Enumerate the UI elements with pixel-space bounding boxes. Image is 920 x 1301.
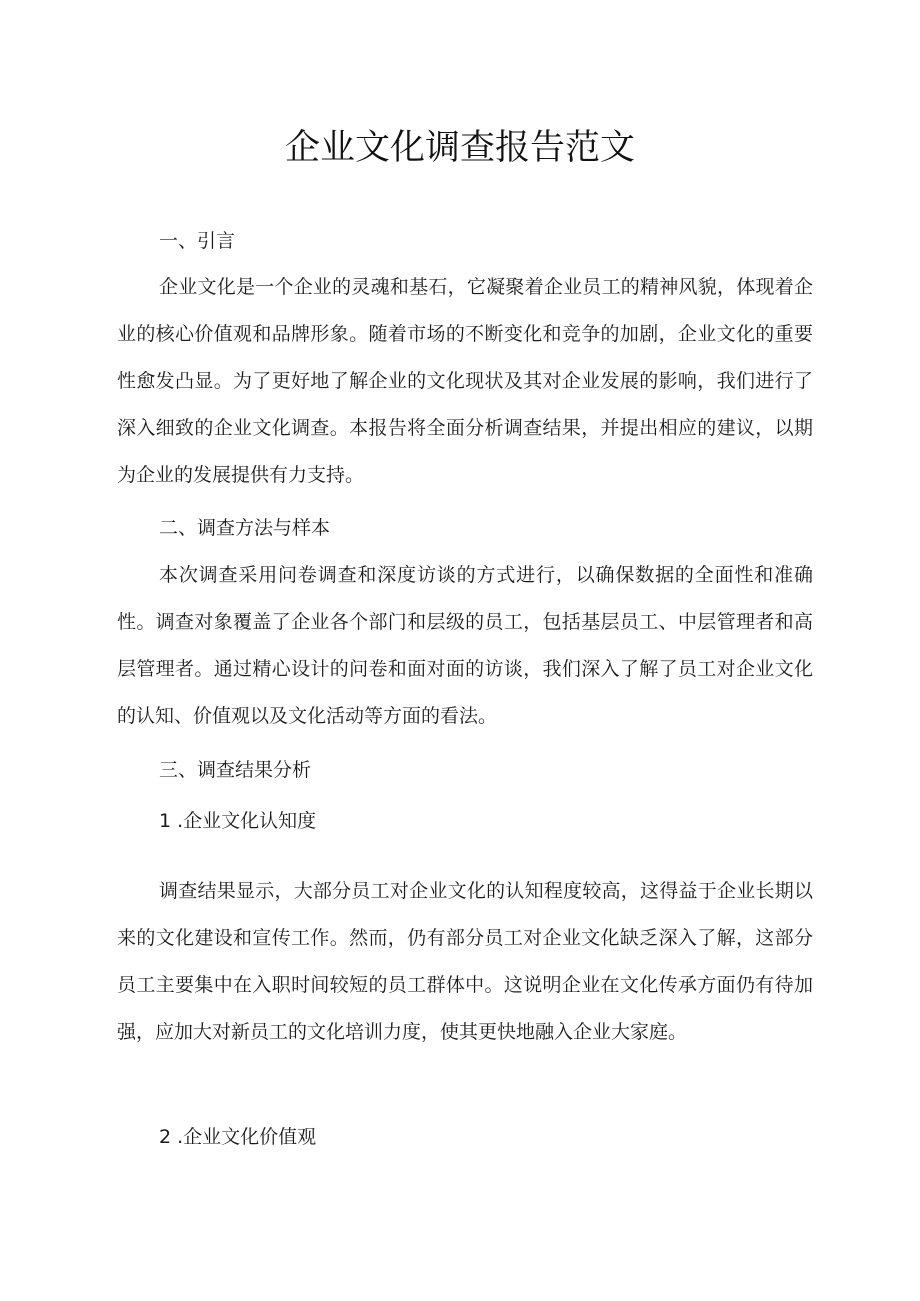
- paragraph-awareness: 调查结果显示，大部分员工对企业文化的认知程度较高，这得益于企业长期以来的文化建设和宣传工作。然而，仍有部分员工对企业文化缺乏深入了解，这部分员工主要集中在入职时间较短的员工群体中。这说明企业在文化传承方面仍有待加强，应加大对新员工的文化培训力度，使其更快地融入企业大家庭。: [117, 880, 813, 1043]
- paragraph-method: 本次调查采用问卷调查和深度访谈的方式进行，以确保数据的全面性和准确性。调查对象覆盖了企业各个部门和层级的员工，包括基层员工、中层管理者和高层管理者。通过精心设计的问卷和面对面的访谈，我们深入了解了员工对企业文化的认知、价值观以及文化活动等方面的看法。: [117, 564, 813, 727]
- section-heading-introduction: 一、引言: [159, 230, 236, 252]
- page-title: 企业文化调查报告范文: [284, 128, 635, 168]
- subsection-heading-awareness: 1 .企业文化认知度: [159, 810, 317, 832]
- subsection-heading-values: 2 .企业文化价值观: [159, 1126, 317, 1148]
- paragraph-introduction: 企业文化是一个企业的灵魂和基石，它凝聚着企业员工的精神风貌，体现着企业的核心价值观和品牌形象。随着市场的不断变化和竞争的加剧，企业文化的重要性愈发凸显。为了更好地了解企业的文化现状及其对企业发展的影响，我们进行了深入细致的企业文化调查。本报告将全面分析调查结果，并提出相应的建议，以期为企业的发展提供有力支持。: [117, 276, 813, 486]
- section-heading-results: 三、调查结果分析: [159, 759, 312, 781]
- section-heading-method: 二、调查方法与样本: [159, 517, 331, 539]
